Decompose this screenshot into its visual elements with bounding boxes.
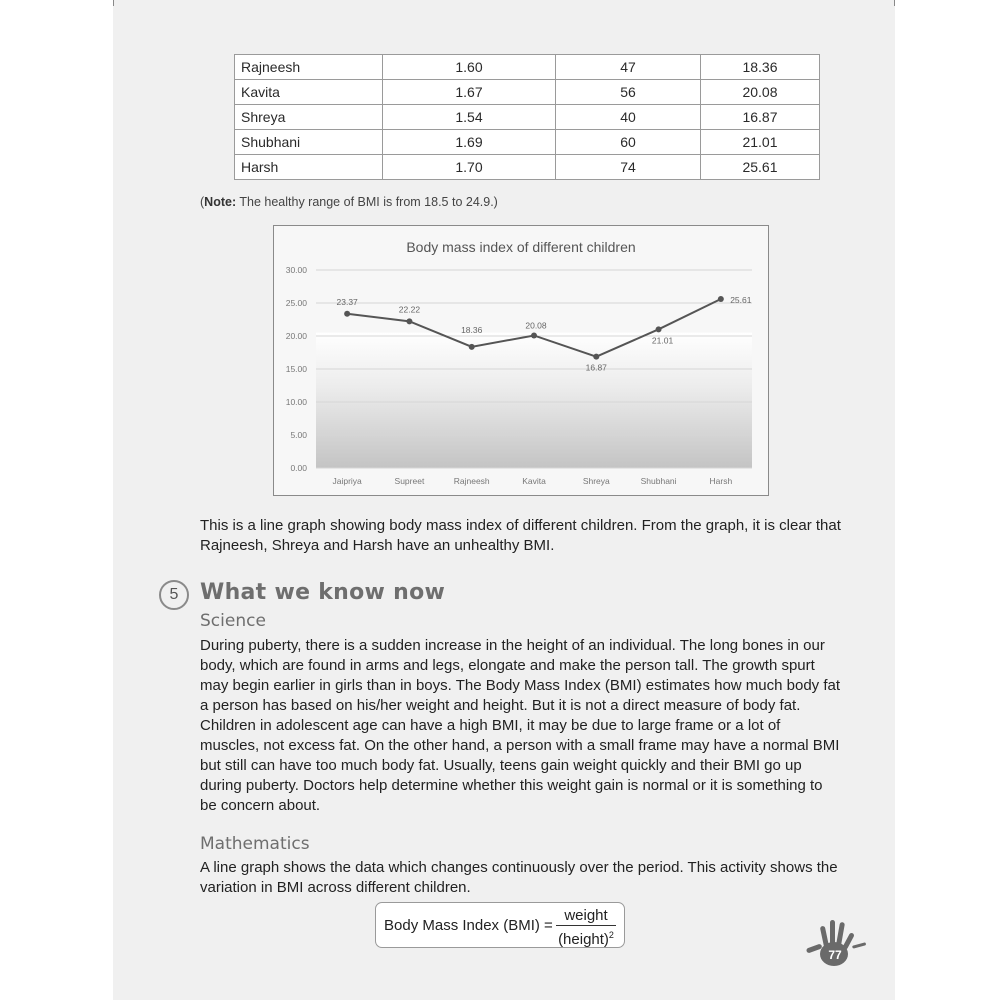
note-text: The healthy range of BMI is from 18.5 to 24.9.) [239,195,498,209]
cell-height: 1.54 [383,105,556,130]
cell-name: Kavita [235,80,383,105]
table-row [235,80,820,105]
cell-name: Harsh [235,155,383,180]
table-row [235,155,820,180]
cell-name: Shubhani [235,130,383,155]
table-row [235,130,820,155]
y-tick-label: 5.00 [290,430,307,440]
formula-fraction [556,908,616,949]
cell-bmi: 16.87 [701,105,820,130]
y-tick-label: 0.00 [290,463,307,473]
x-tick-label: Kavita [522,476,546,486]
cell-weight: 74 [556,155,701,180]
bmi-table [234,54,820,180]
data-label: 22.22 [398,304,421,315]
table-row [235,105,820,130]
data-point [656,326,662,332]
cell-name: Rajneesh [235,55,383,80]
x-tick-label: Harsh [709,476,733,486]
y-tick-label: 30.00 [285,265,307,275]
y-tick-label: 15.00 [285,364,307,374]
cell-name: Shreya [235,105,383,130]
cell-bmi: 25.61 [701,155,820,180]
science-paragraph: During puberty, there is a sudden increase in the height of an individual. The long bones in our body, which are found in arms and legs, elongate and make the person tall. The growth spurt may begin earlier in girls than in boys. The Body Mass Index (BMI) estimates how much body fat a person has based on his/her weight and height. But it is not a direct measure of body fat. Children in adolescent age can have a high BMI, it may be due to large frame or a lot of muscles, not excess fat. On the other hand, a person with a small frame may have a normal BMI but still can have too much body fat. Usually, teens gain weight quickly and their BMI go up during puberty. Doctors help determine whether this weight gain is normal or it is something to be concern about. [200,637,841,814]
section-number-badge: 5 [159,580,189,610]
crop-mark-left [113,0,114,6]
data-label: 25.61 [730,294,752,305]
cell-height: 1.60 [383,55,556,80]
formula-lhs: Body Mass Index (BMI) = [384,917,553,934]
plot-area-shade [316,333,752,468]
x-tick-label: Shreya [582,476,610,486]
chart-title: Body mass index of different children [406,239,636,255]
data-point [344,311,350,317]
x-tick-label: Rajneesh [453,476,490,486]
x-tick-label: Jaipriya [332,476,362,486]
y-tick-label: 20.00 [285,331,307,341]
cell-weight: 40 [556,105,701,130]
data-point [531,332,537,338]
cell-height: 1.69 [383,130,556,155]
data-label: 20.08 [525,320,547,331]
cell-weight: 47 [556,55,701,80]
chart-description: This is a line graph showing body mass index of different children. From the graph, it is clear that Rajneesh, Shreya and Harsh have an unhealthy BMI. [200,517,841,554]
table-row [235,55,820,80]
y-tick-label: 10.00 [285,397,307,407]
data-point [718,296,724,302]
y-tick-label: 25.00 [285,298,307,308]
data-point [406,318,412,324]
x-tick-label: Supreet [394,476,425,486]
data-label: 23.37 [336,296,358,307]
formula-numerator: weight [556,908,616,926]
bmi-formula [375,902,625,948]
cell-bmi: 21.01 [701,130,820,155]
x-tick-label: Shubhani [640,476,677,486]
science-heading: Science [200,611,266,631]
note-label: Note: [204,195,237,209]
cell-weight: 60 [556,130,701,155]
cell-bmi: 20.08 [701,80,820,105]
data-point [469,344,475,350]
formula-exponent: 2 [608,930,614,940]
chart-svg [274,226,768,495]
cell-weight: 56 [556,80,701,105]
data-label: 21.01 [651,335,674,346]
cell-height: 1.70 [383,155,556,180]
mathematics-paragraph: A line graph shows the data which changes continuously over the period. This activity shows the variation in BMI across different children. [200,859,838,896]
cell-height: 1.67 [383,80,556,105]
data-point [593,354,599,360]
data-label: 18.36 [461,324,483,335]
formula-denominator: (height)$^2$ [558,930,614,948]
cell-bmi: 18.36 [701,55,820,80]
crop-mark-right [894,0,895,6]
data-label: 16.87 [585,362,607,373]
bmi-line-chart [273,225,769,496]
bmi-note: (Note: The healthy range of BMI is from 18.5 to 24.9.) [200,195,498,209]
section-title: What we know now [200,580,446,605]
mathematics-heading: Mathematics [200,834,310,854]
page-number: 77 [828,948,842,962]
